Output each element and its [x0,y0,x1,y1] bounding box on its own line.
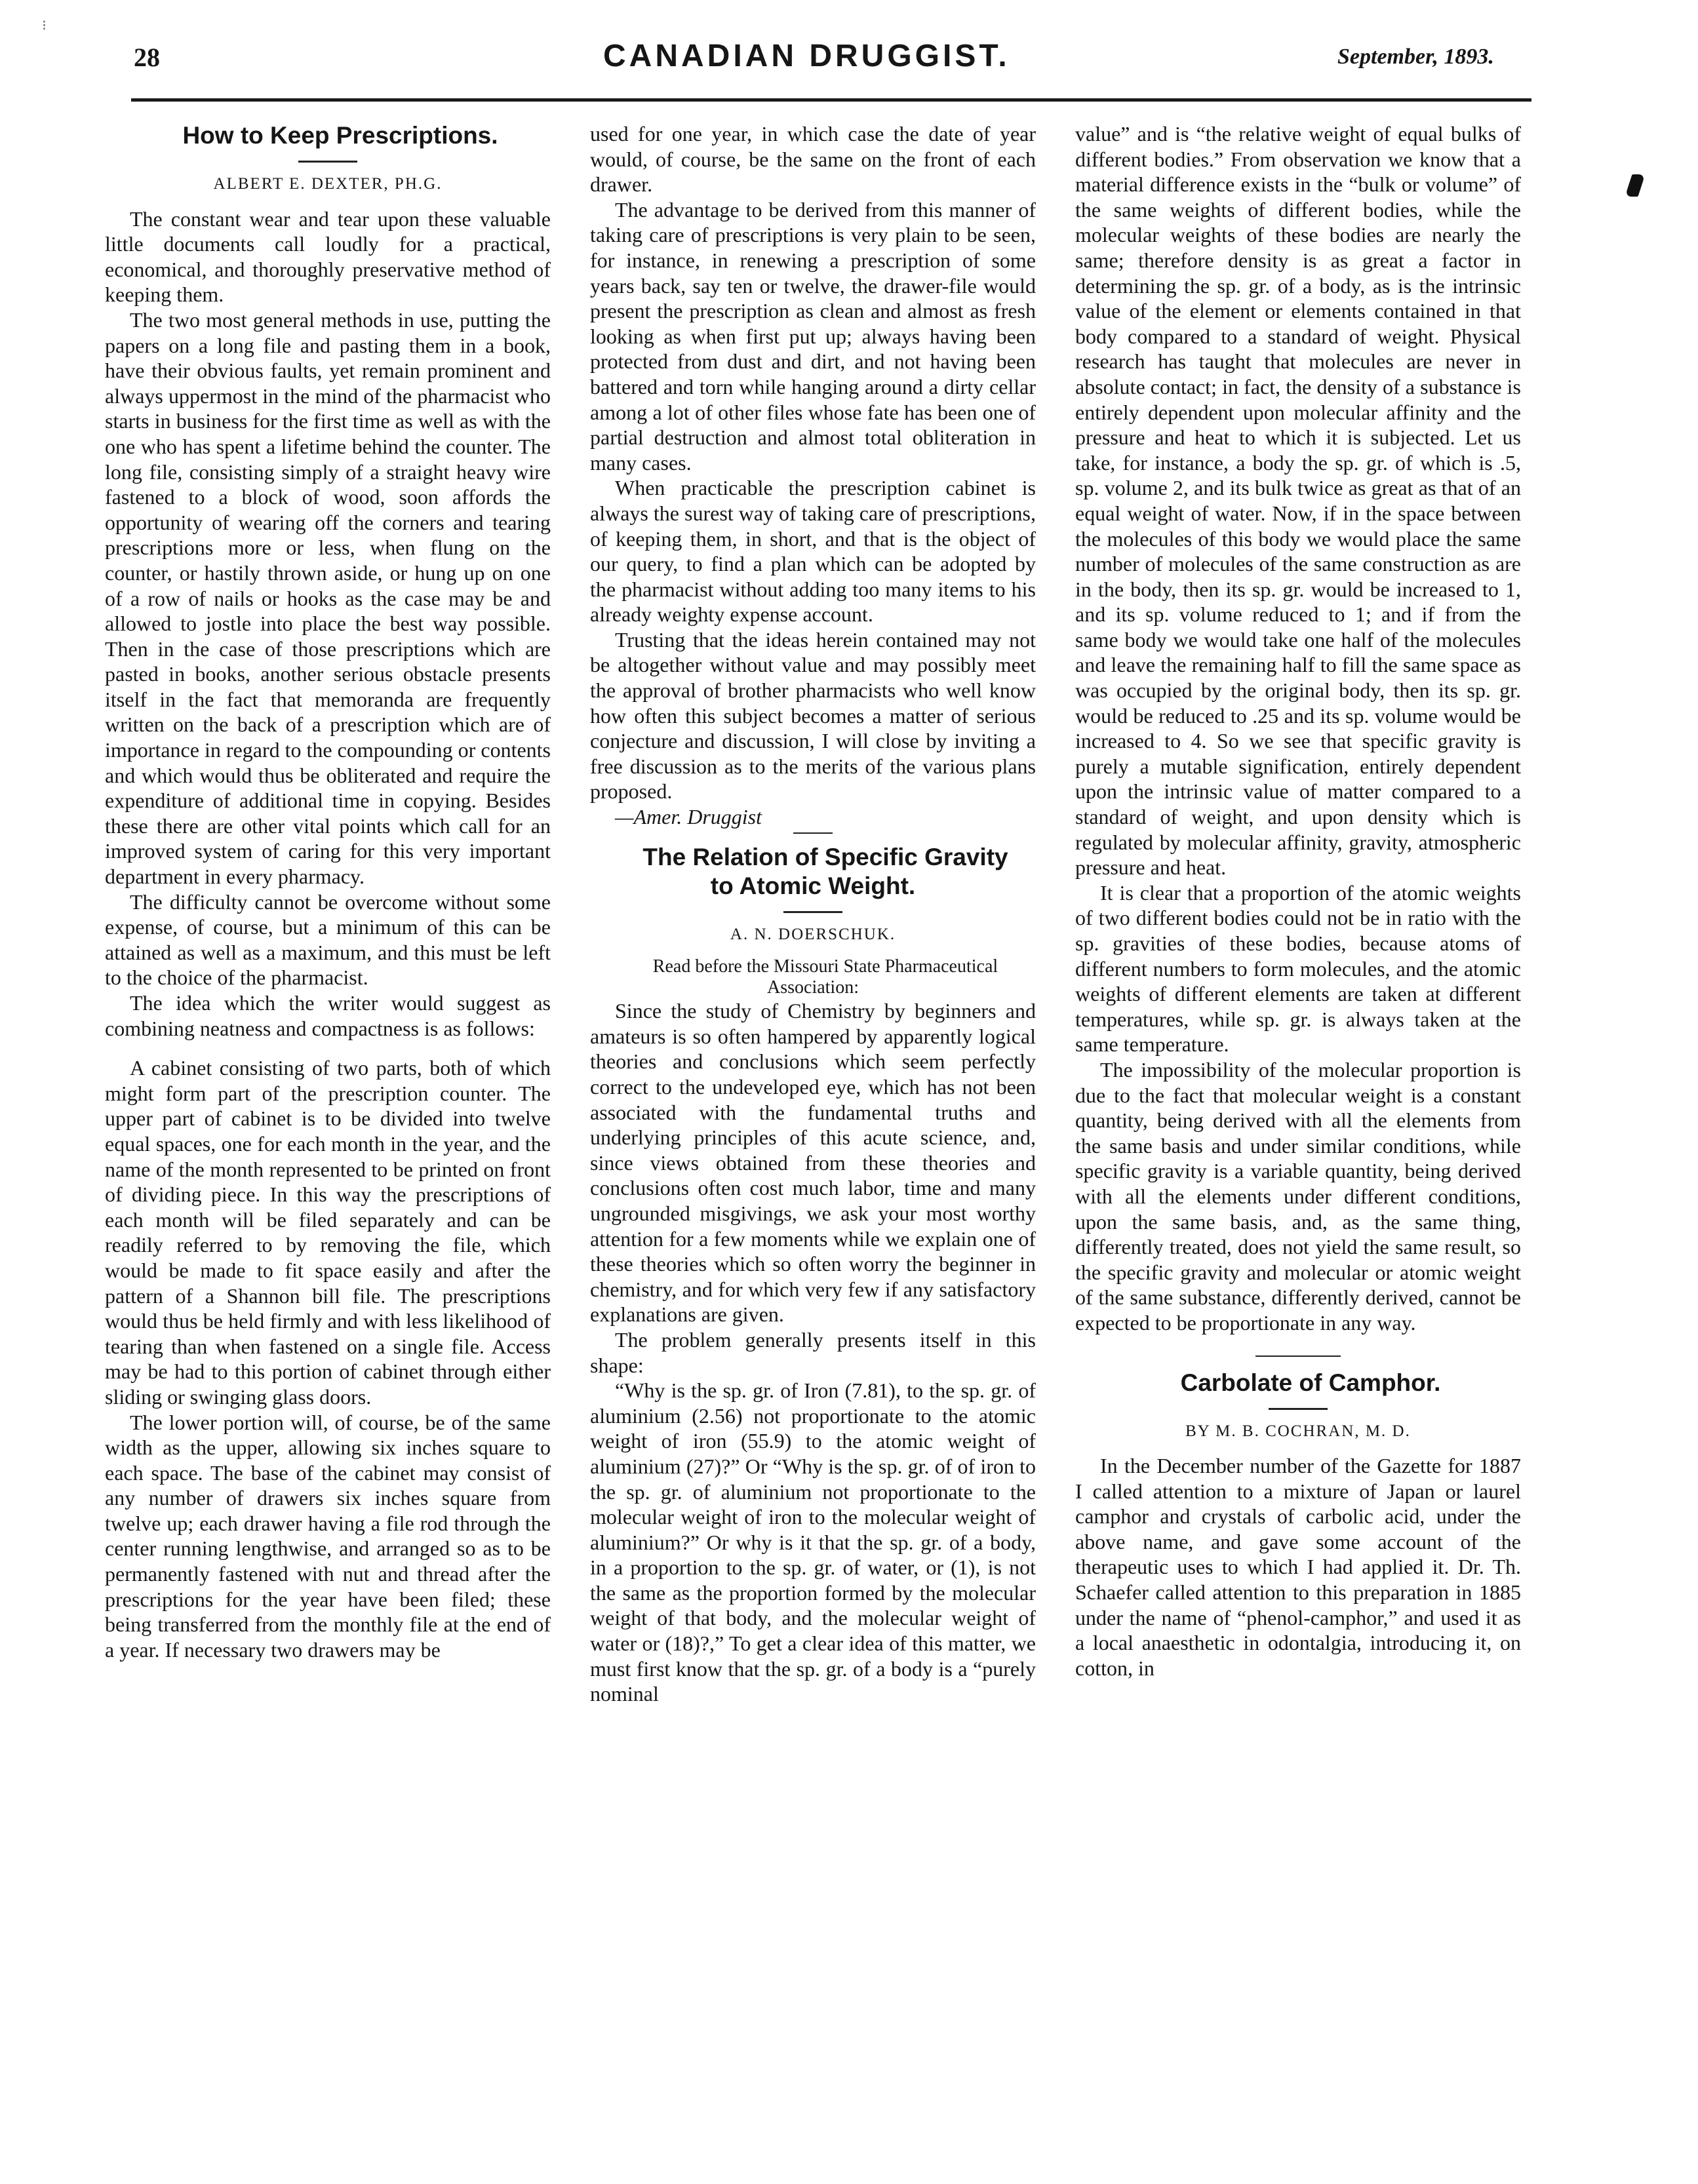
byline-dexter: ALBERT E. DEXTER, PH.G. [213,175,443,193]
column-3 [1075,121,1521,2166]
title-divider [783,911,842,913]
page-number: 28 [134,43,160,72]
source-credit: —Amer. Druggist [615,805,762,829]
title-line-2: to Atomic Weight. [710,872,916,899]
paragraph: Since the study of Chemistry by beginners and amateurs is so often hampered by apparently logical theories and conclusions which seem perfectly correct to the undeveloped eye, which has not been associated with the fundamental truths and underlying principles of this acute science, and, since views obtained from these theories and conclusions often cost much labor, time and many ungrounded misgivings, we ask your most worthy attention for a few moments while we explain one of these theories which so often worry the beginner in chemistry, and for which very few if any satisfactory explanations are given. [590,999,1036,1327]
paragraph: The problem generally presents itself in this shape: [590,1327,1036,1377]
paragraph-continued: value” and is “the relative weight of equal bulks of different bodies.” From observation we know that a material difference exists in the “bulk or volume” of the same weights of different bodies, while the molecular weights of these bodies are nearly the same; therefore density is as great a factor in determining the sp. gr. of a body, as is the intrinsic value of the element or elements contained in that body compared to a standard of weight. Physical research has taught that molecules are never in absolute contact; in fact, the density of a substance is entirely dependent upon molecular affinity and the pressure and heat to which it is subjected. Let us take, for instance, a body the sp. gr. of which is .5, sp. volume 2, and its bulk twice as great as that of an equal weight of water. Now, if in the space between the molecules of this body we would place the same number of molecules of the same construction as are in the body, then its sp. gr. would be increased to 1, and its sp. volume reduced to 1; and if from the same body we would take one half of the molecules and leave the remaining half to fill the same space as was occupied by the original body, then its sp. gr. would be reduced to .25 and its sp. volume would be increased to 4. So we see that specific gravity is purely a mutable signification, entirely dependent upon the intrinsic value of matter compared to a standard of weight, and upon density which is regulated by molecular affinity, gravity, atmospheric pressure and heat. [1075,122,1521,880]
title-divider [1269,1408,1328,1410]
section-divider [1255,1355,1341,1357]
title-line-1: The Relation of Specific Gravity [642,843,1008,870]
masthead: CANADIAN DRUGGIST. [603,39,1010,73]
paragraph: The lower portion will, of course, be of the same width as the upper, allowing six inches square to each space. The base of the cabinet may consist of any number of drawers six inches square from twelve up; each drawer having a file rod through the center running lengthwise, and arranged so as to be permanently fastened with nut and thread after the prescriptions for the year have been filed; these being transferred from the monthly file at the end of a year. If necessary two drawers may be [105,1410,551,1662]
paragraph: The difficulty cannot be overcome without some expense, of course, but a minimum of this can be attained as well as a maximum, and this must be left to the choice of the pharmacist. [105,889,551,990]
paragraph: A cabinet consisting of two parts, both of which might form part of the prescription counter. The upper part of cabinet is to be divided into twelve equal spaces, one for each month in the year, and the name of the month represented to be printed on front of dividing piece. In this way the prescriptions of each month will be filed separately and can be readily referred to by removing the file, which would be made to fit space easily and after the pattern of a Shannon bill file. The prescriptions would thus be held firmly and with less likelihood of tearing than when fastened on a single file. Access may be had to this portion of cabinet through either sliding or swinging glass doors. [105,1056,551,1409]
section-divider [793,832,833,834]
column-1 [105,121,551,2166]
article-title-prescriptions: How to Keep Prescriptions. [182,122,498,149]
paragraph: Trusting that the ideas herein contained may not be altogether without value and may possibly meet the approval of brother pharmacists who well know how often this subject becomes a matter of serious conjecture and discussion, I will close by inviting a free discussion as to the merits of the various plans proposed. [590,627,1036,804]
paragraph: The advantage to be derived from this manner of taking care of prescriptions is very plain to be seen, for instance, in renewing a prescription of some years back, say ten or twelve, the drawer-file would present the prescription as clean and almost as fresh looking as when first put up; always having been protected from dust and dirt, and not having been battered and torn while hanging around a dirty cellar among a lot of other files whose fate has been one of partial destruction and almost total obliteration in many cases. [590,197,1036,475]
title-divider [298,161,357,163]
article-title-specific-gravity [590,843,1036,901]
paragraph: “Why is the sp. gr. of Iron (7.81), to the sp. gr. of aluminium (2.56) not proportionate to the atomic weight of iron (55.9) to the atomic weight of aluminium (27)?” Or “Why is the sp. gr. of of iron to the sp. gr. of aluminium not proportionate to the molecular weight of iron to the molecular weight of aluminium?” Or why is it that the sp. gr. of a body, in a proportion to the sp. gr. of water, or (1), is not the same as the proportion formed by the molecular weight of that body, and the molecular weight of water or (18)?,” To get a clear idea of this matter, we must first know that the sp. gr. of a body is a “purely nominal [590,1378,1036,1706]
paragraph: The idea which the writer would suggest as combining neatness and compactness is as follows: [105,991,551,1040]
column-2 [590,121,1036,2166]
paragraph: It is clear that a proportion of the atomic weights of two different bodies could not be in ratio with the sp. gravities of these bodies, because atoms of different numbers to form molecules, and the atomic weights of different elements are taken at different temperatures, while sp. gr. is always taken at the same temperature. [1075,880,1521,1057]
margin-speck: ⁝ [42,17,47,33]
ink-mark [1625,174,1645,197]
paragraph: In the December number of the Gazette for 1887 I called attention to a mixture of Japan or laurel camphor and crystals of carbolic acid, under the above name, and gave some account of the therapeutic uses to which I had applied it. Dr. Th. Schaefer called attention to this preparation in 1885 under the name of “phenol-camphor,” and used it as a local anaesthetic in odontalgia, introducing it, on cotton, in [1075,1454,1521,1680]
paragraph: The constant wear and tear upon these valuable little documents call loudly for a practical, economical, and thoroughly preservative method of keeping them. [105,206,551,307]
page-header [0,38,1698,84]
byline-doerschuk: A. N. DOERSCHUK. [730,925,896,943]
paragraph: The two most general methods in use, putting the papers on a long file and pasting them in a book, have their obvious faults, yet remain prominent and always uppermost in the mind of the pharmacist who starts in business for the first time as well as with the one who has spent a lifetime behind the counter. The long file, consisting simply of a straight heavy wire fastened to a block of wood, soon affords the opportunity of wearing off the corners and tearing prescriptions more or less, when flung on the counter, or hastily thrown aside, or hung up on one of a row of nails or hooks as the case may be and allowed to jostle into place the best way possible. Then in the case of those prescriptions which are pasted in books, another serious obstacle presents itself in the fact that memoranda are frequently written on the back of a prescription which are of importance in regard to the compounding or contents and which would thus be obliterated and require the expenditure of additional time in copying. Besides these there are other vital points which call for an improved system of caring for this very important department in every pharmacy. [105,307,551,889]
header-rule [131,98,1531,102]
paragraph: The impossibility of the molecular proportion is due to the fact that molecular weight is a constant quantity, being derived with all the elements from the same basis and under similar conditions, while specific gravity is a variable quantity, being derived with all the elements under different conditions, upon the same basis, and, as the same thing, differently treated, does not yield the same result, so the specific gravity and molecular or atomic weight of the same substance, differently derived, cannot be expected to be proportionate in any way. [1075,1057,1521,1335]
read-before-note: Read before the Missouri State Pharmaceutical Association: [652,956,998,998]
issue-date: September, 1893. [1337,45,1494,69]
article-title-carbolate: Carbolate of Camphor. [1180,1369,1441,1396]
paragraph: When practicable the prescription cabinet is always the surest way of taking care of prescriptions, of keeping them, in short, and that is the object of our query, to find a plan which can be adopted by the pharmacist without adding too many items to his already weighty expense account. [590,476,1036,627]
paragraph-continued: used for one year, in which case the date of year would, of course, be the same on the front of each drawer. [590,122,1036,197]
byline-cochran: BY M. B. COCHRAN, M. D. [1185,1422,1411,1440]
